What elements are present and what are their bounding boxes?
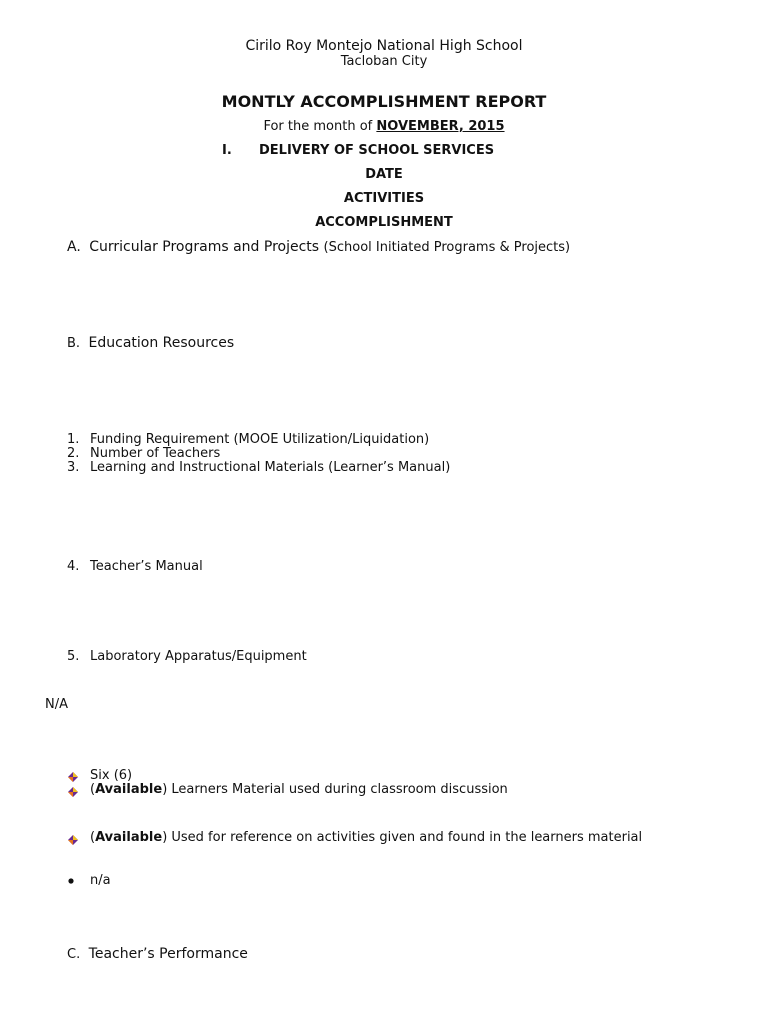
section-b-heading: [67, 335, 234, 351]
section-a-title: Curricular Programs and Projects: [89, 239, 320, 255]
month-value: NOVEMBER, 2015: [376, 119, 505, 134]
report-title: MONTLY ACCOMPLISHMENT REPORT: [221, 92, 547, 111]
section-b-title: Education Resources: [88, 335, 235, 351]
available-label: Available: [95, 782, 163, 797]
section-a-heading: [67, 239, 570, 255]
section-b-letter: B.: [67, 336, 81, 351]
list-item-number: 4.: [67, 559, 80, 574]
section-c-letter: C.: [67, 947, 81, 962]
list-item-text: Learning and Instructional Materials (Learner’s Manual): [90, 460, 451, 475]
available-label: Available: [95, 830, 163, 845]
available-description: ) Used for reference on activities given and found in the learners material: [162, 830, 643, 845]
list-item-text: Teacher’s Manual: [90, 559, 203, 574]
colored-diamond-bullet-icon: [68, 772, 78, 782]
accomplishment-available-reference: [90, 830, 642, 845]
accomplishment-six: Six (6): [90, 768, 133, 783]
disc-bullet-icon: [68, 878, 74, 884]
school-name: Cirilo Roy Montejo National High School: [245, 38, 523, 54]
list-item: [0, 649, 768, 665]
column-accomplishment-heading: ACCOMPLISHMENT: [315, 215, 453, 230]
paren-open: (: [90, 782, 96, 797]
colored-diamond-bullet-icon: [68, 787, 78, 797]
month-prefix: For the month of: [263, 119, 377, 134]
section-i-title: DELIVERY OF SCHOOL SERVICES: [259, 143, 495, 158]
na-text: N/A: [45, 697, 68, 712]
list-item-text: Number of Teachers: [90, 446, 221, 461]
colored-diamond-bullet-icon: [68, 835, 78, 845]
section-c-title: Teacher’s Performance: [88, 946, 248, 962]
accomplishment-available-materials: [90, 782, 508, 797]
column-date-heading: DATE: [365, 167, 403, 182]
section-i-numeral: I.: [222, 143, 232, 158]
list-item-number: 3.: [67, 460, 80, 475]
paren-open: (: [90, 830, 96, 845]
list-item-text: Laboratory Apparatus/Equipment: [90, 649, 307, 664]
list-item-number: 5.: [67, 649, 80, 664]
section-a-subtitle: (School Initiated Programs & Projects): [323, 240, 571, 255]
list-item: [0, 460, 768, 476]
list-item-number: 2.: [67, 446, 80, 461]
accomplishment-na: n/a: [90, 873, 111, 888]
list-item: [0, 559, 768, 575]
list-item-number: 1.: [67, 432, 80, 447]
available-description: ) Learners Material used during classroom discussion: [162, 782, 508, 797]
city-name: Tacloban City: [340, 54, 428, 69]
list-item-text: Funding Requirement (MOOE Utilization/Liquidation): [90, 432, 430, 447]
column-activities-heading: ACTIVITIES: [343, 191, 425, 206]
month-line: [0, 119, 768, 134]
section-c-heading: [67, 946, 248, 962]
section-a-letter: A.: [67, 239, 81, 255]
